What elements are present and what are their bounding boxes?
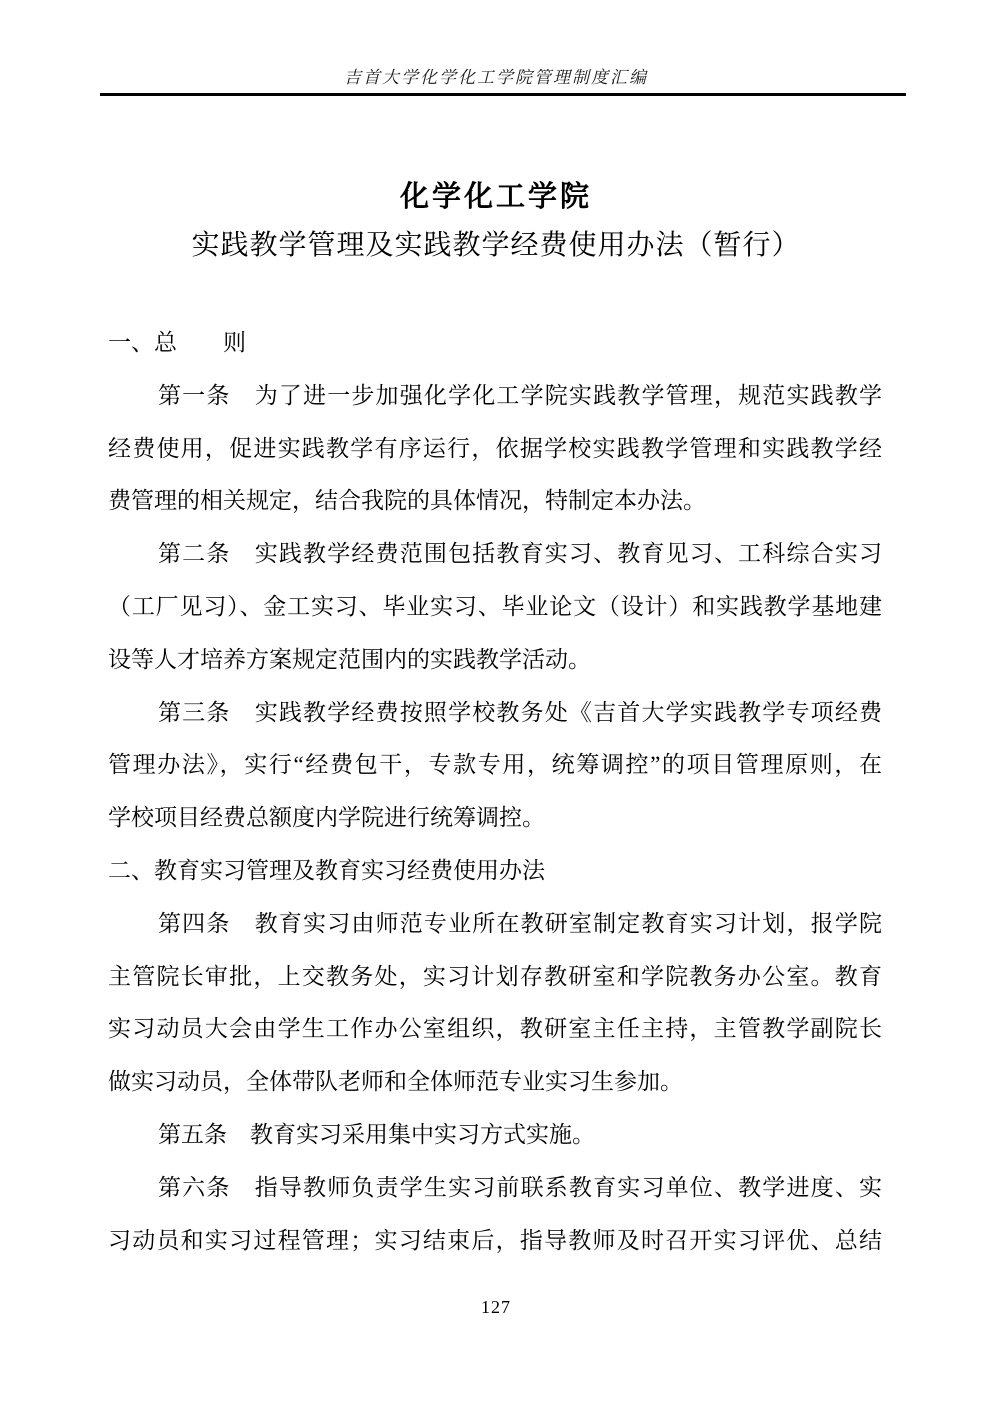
paragraph-line: 学校项目经费总额度内学院进行统筹调控。 — [108, 805, 545, 831]
paragraph-line: 第一条 为了进一步加强化学化工学院实践教学管理，规范实践教学 — [158, 382, 882, 408]
paragraph-line: 管理办法》，实行“经费包干，专款专用，统筹调控”的项目管理原则，在 — [108, 752, 882, 778]
paragraph-line: 做实习动员，全体带队老师和全体师范专业实习生参加。 — [108, 1069, 683, 1095]
paragraph-line: 第三条 实践教学经费按照学校教务处《吉首大学实践教学专项经费 — [158, 699, 882, 725]
header-rule — [100, 93, 906, 96]
paragraph-line: 第六条 指导教师负责学生实习前联系教育实习单位、教学进度、实 — [158, 1174, 882, 1200]
document-title: 实践教学管理及实践教学经费使用办法（暂行） — [191, 230, 801, 261]
paragraph-line: 设等人才培养方案规定范围内的实践教学活动。 — [108, 646, 591, 672]
page-number: 127 — [481, 1297, 511, 1317]
paragraph-line: 费管理的相关规定，结合我院的具体情况，特制定本办法。 — [108, 488, 706, 514]
section-heading-education-practice: 二、教育实习管理及教育实习经费使用办法 — [108, 857, 545, 883]
section-heading-general: 一、总 则 — [108, 330, 246, 355]
paragraph-line: 第四条 教育实习由师范专业所在教研室制定教育实习计划，报学院 — [158, 910, 882, 936]
document-body — [108, 317, 882, 1267]
college-title: 化学化工学院 — [399, 181, 592, 213]
paragraph-line: （工厂见习）、金工实习、毕业实习、毕业论文（设计）和实践教学基地建 — [108, 593, 882, 619]
paragraph-line: 习动员和实习过程管理；实习结束后，指导教师及时召开实习评优、总结 — [108, 1227, 882, 1253]
paragraph-line: 经费使用，促进实践教学有序运行，依据学校实践教学管理和实践教学经 — [108, 435, 882, 461]
paragraph-line: 主管院长审批，上交教务处，实习计划存教研室和学院教务办公室。教育 — [108, 963, 882, 989]
paragraph-line: 第二条 实践教学经费范围包括教育实习、教育见习、工科综合实习 — [158, 541, 882, 567]
paragraph-line: 实习动员大会由学生工作办公室组织，教研室主任主持，主管教学副院长 — [108, 1016, 882, 1042]
running-header: 吉首大学化学化工学院管理制度汇编 — [344, 68, 648, 87]
paragraph-line: 第五条 教育实习采用集中实习方式实施。 — [158, 1121, 595, 1147]
